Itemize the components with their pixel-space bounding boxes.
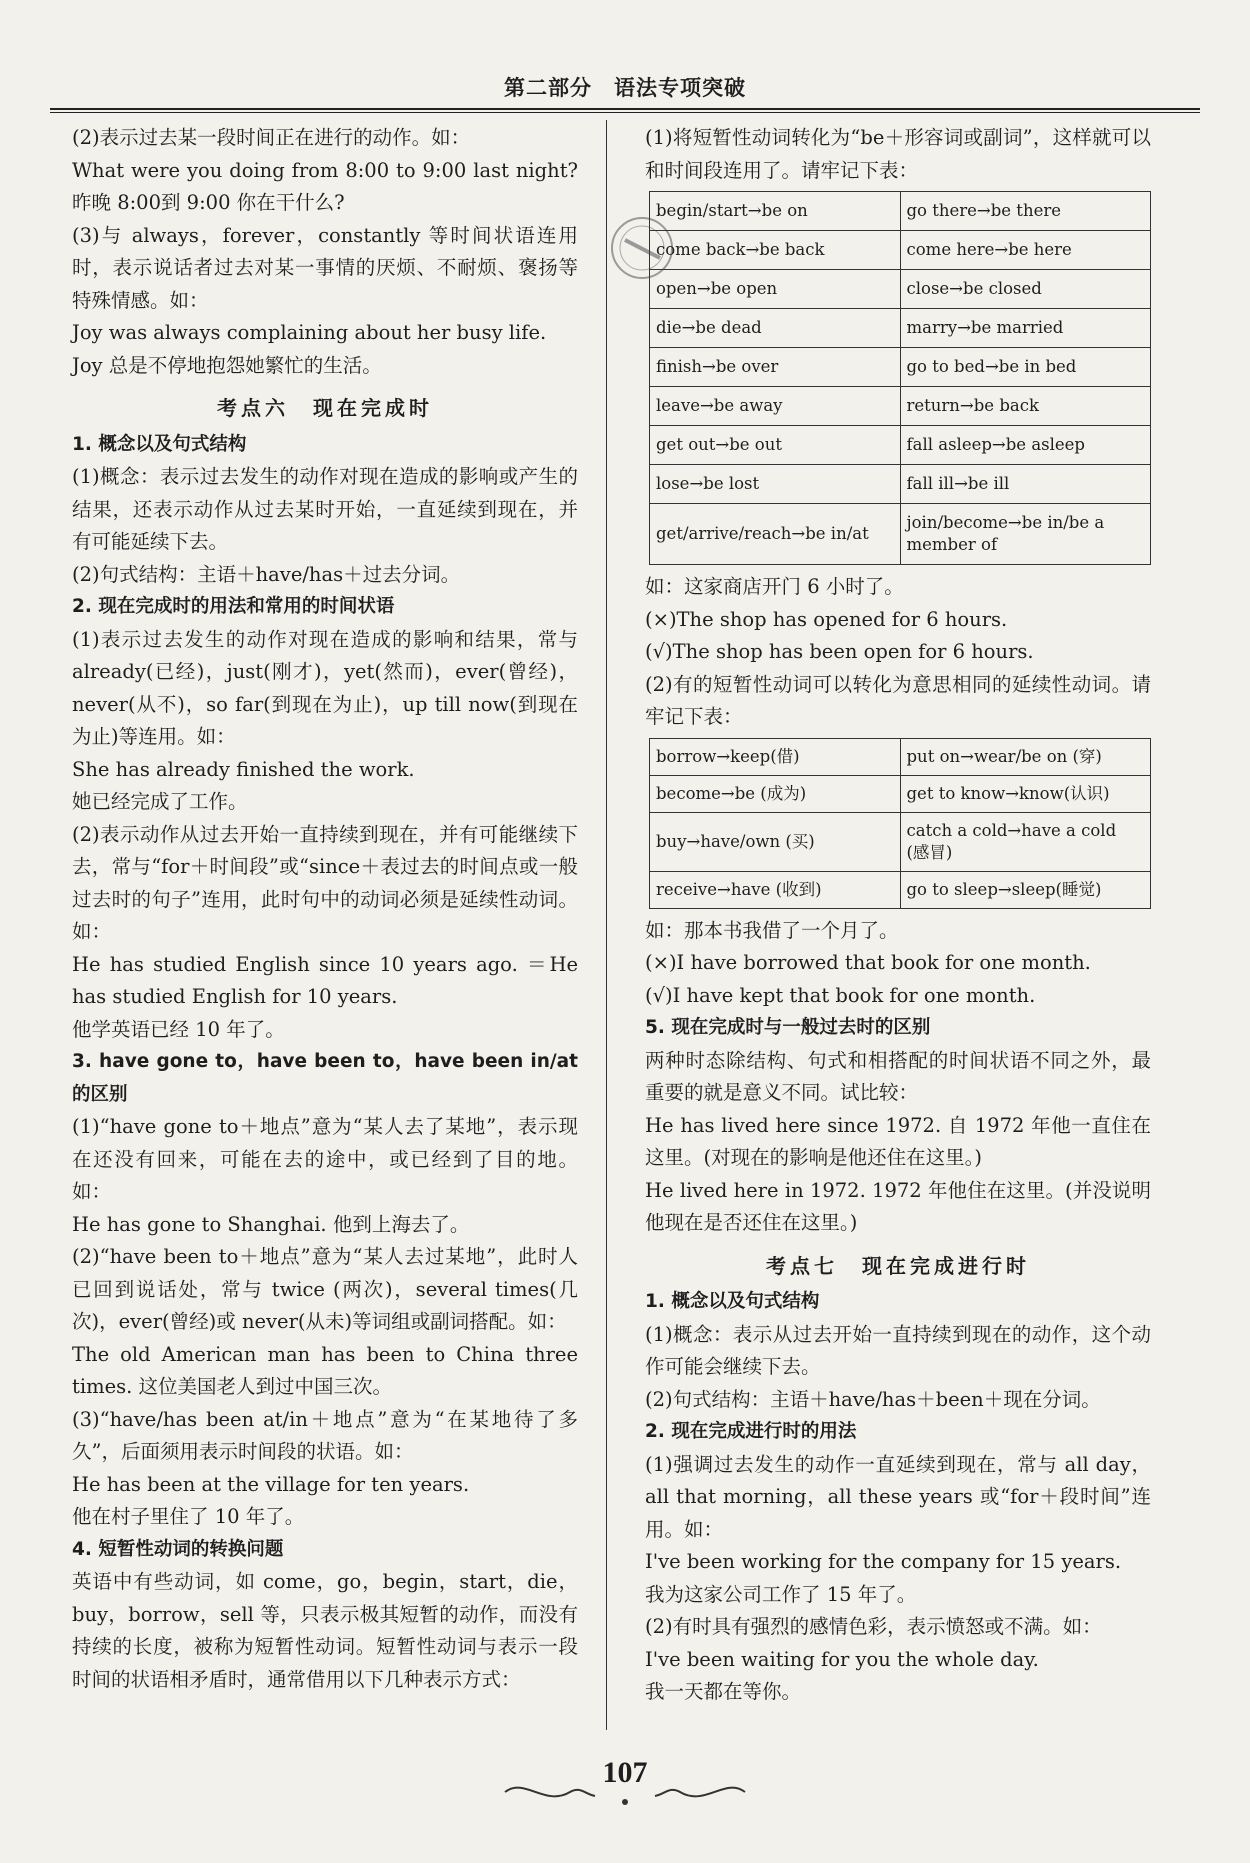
table-cell: lose→be lost [650,465,901,504]
subheading: 1. 概念以及句式结构 [72,433,247,455]
paragraph: (2)句式结构：主语＋have/has＋been＋现在分词。 [645,1387,1101,1411]
subheading: 1. 概念以及句式结构 [645,1291,820,1312]
table-cell: join/become→be in/be a member of [900,504,1151,565]
table-cell: get to know→know(认识) [900,775,1151,812]
subheading: 3. have gone to，have been to，have been in/at 的区别 [72,1051,578,1105]
table-row [650,309,1151,348]
paragraph: (1)概念：表示过去发生的动作对现在造成的影响或产生的结果，还表示动作从过去某时开始，一直延续到现在，并有可能延续下去。 [72,465,578,553]
table-row [650,426,1151,465]
table-cell: leave→be away [650,387,901,426]
table-cell: return→be back [900,387,1151,426]
table-cell: begin/start→be on [650,192,901,231]
subheading: 5. 现在完成时与一般过去时的区别 [645,1017,931,1038]
paragraph: 如：这家商店开门 6 小时了。 [645,575,904,598]
example-sentence: She has already finished the work. [72,757,415,781]
example-sentence: I've been working for the company for 15 years. [645,1550,1122,1573]
example-sentence: He has lived here since 1972. 自 1972 年他一直住在这里。(对现在的影响是他还住在这里。) [645,1113,1151,1169]
table-cell: borrow→keep(借) [650,738,901,775]
section-heading: 考点七 现在完成进行时 [766,1253,1030,1278]
header-title: 第二部分 语法专项突破 [504,75,746,100]
table-row [650,738,1151,775]
table-cell: finish→be over [650,348,901,387]
example-sentence: Joy was always complaining about her busy life. [72,321,547,344]
table-cell: open→be open [650,270,901,309]
table-cell: get/arrive/reach→be in/at [650,504,901,565]
example-sentence: The old American man has been to China three times. 这位美国老人到过中国三次。 [72,1342,578,1398]
translation: 他在村子里住了 10 年了。 [72,1505,305,1528]
table-row [650,387,1151,426]
verb-conversion-table-1 [649,191,1151,565]
right-column [645,122,1151,1709]
paragraph: (2)“have been to＋地点”意为“某人去过某地”，此时人已回到说话处，常与 twice (两次)，several times(几次)，ever(曾经)或 never(从未)等词组或副词搭配。如： [72,1245,578,1333]
table-row [650,192,1151,231]
table-cell: fall ill→be ill [900,465,1151,504]
paragraph: (3)与 always，forever，constantly 等时间状语连用时，表示说话者过去对某一事情的厌烦、不耐烦、褒扬等特殊情感。如： [72,223,578,312]
column-divider [606,120,607,1730]
example-sentence: (×)The shop has opened for 6 hours. [645,607,1008,631]
example-sentence: (√)I have kept that book for one month. [645,983,1036,1007]
table-row [650,871,1151,908]
left-column [72,122,578,1696]
example-sentence: He lived here in 1972. 1972 年他住在这里。(并没说明他现在是否还住在这里。) [645,1178,1151,1234]
example-sentence: (√)The shop has been open for 6 hours. [645,640,1034,663]
paragraph: 如：那本书我借了一个月了。 [645,918,899,942]
table-cell: receive→have (收到) [650,871,901,908]
example-sentence: He has studied English since 10 years ago. ＝He has studied English for 10 years. [72,952,578,1008]
table-cell: go there→be there [900,192,1151,231]
table-row [650,465,1151,504]
table-cell: close→be closed [900,270,1151,309]
page-number: 107 [602,1756,648,1789]
table-row [650,812,1151,871]
paragraph: (3)“have/has been at/in＋地点”意为“在某地待了多久”，后面须用表示时间段的状语。如： [72,1407,578,1463]
paragraph: 英语中有些动词，如 come，go，begin，start，die，buy，borrow，sell 等，只表示极其短暂的动作，而没有持续的长度，被称为短暂性动词。短暂性动词与表示一段时间的状语相矛盾时，通常借用以下几种表示方式： [72,1570,578,1691]
paragraph: (2)有时具有强烈的感情色彩，表示愤怒或不满。如： [645,1615,1102,1638]
example-sentence: He has gone to Shanghai. 他到上海去了。 [72,1212,470,1236]
table-cell: get out→be out [650,426,901,465]
section-heading: 考点六 现在完成时 [217,396,433,420]
verb-conversion-table-2 [649,738,1151,909]
table-cell: go to bed→be in bed [900,348,1151,387]
subheading: 2. 现在完成进行时的用法 [645,1421,857,1442]
example-sentence: He has been at the village for ten years. [72,1472,470,1496]
table-row [650,231,1151,270]
table-cell: buy→have/own (买) [650,812,901,871]
paragraph: (1)表示过去发生的动作对现在造成的影响和结果，常与 already(已经)，just(刚才)，yet(然而)，ever(曾经)，never(从不)，so far(到现在为止)，up till now(到现在为止)等连用。如： [72,627,578,748]
paragraph: 两种时态除结构、句式和相搭配的时间状语不同之外，最重要的就是意义不同。试比较： [645,1048,1151,1104]
table-cell: marry→be married [900,309,1151,348]
ornament-icon [485,1772,765,1812]
paragraph: (2)表示过去某一段时间正在进行的动作。如： [72,126,471,149]
table-row [650,348,1151,387]
table-row [650,504,1151,565]
table-cell: become→be (成为) [650,775,901,812]
paragraph: What were you doing from 8:00 to 9:00 last night? 昨晚 8:00到 9:00 你在干什么? [72,158,578,214]
translation: 我一天都在等你。 [645,1680,802,1703]
example-sentence: I've been waiting for you the whole day. [645,1647,1039,1671]
translation: 她已经完成了工作。 [72,790,248,813]
table-cell: catch a cold→have a cold (感冒) [900,812,1151,871]
header-rule [50,108,1200,113]
translation: 我为这家公司工作了 15 年了。 [645,1582,917,1606]
table-cell: put on→wear/be on (穿) [900,738,1151,775]
paragraph: (1)“have gone to＋地点”意为“某人去了某地”，表示现在还没有回来，可能在去的途中，或已经到了目的地。如： [72,1115,578,1203]
table-cell: die→be dead [650,309,901,348]
example-sentence: (×)I have borrowed that book for one month. [645,951,1091,974]
paragraph: (2)句式结构：主语＋have/has＋过去分词。 [72,562,461,586]
translation: 他学英语已经 10 年了。 [72,1017,285,1041]
table-row [650,270,1151,309]
page-header [50,70,1200,108]
paragraph: (1)将短暂性动词转化为“be＋形容词或副词”，这样就可以和时间段连用了。请牢记下表： [645,126,1151,182]
paragraph: (2)表示动作从过去开始一直持续到现在，并有可能继续下去，常与“for＋时间段”或“since＋表过去的时间点或一般过去时的句子”连用，此时句中的动词必须是延续性动词。如： [72,822,578,943]
table-row [650,775,1151,812]
table-cell: come back→be back [650,231,901,270]
translation: Joy 总是不停地抱怨她繁忙的生活。 [72,353,382,377]
table-cell: fall asleep→be asleep [900,426,1151,465]
table-cell: go to sleep→sleep(睡觉) [900,871,1151,908]
paragraph: (1)概念：表示从过去开始一直持续到现在的动作，这个动作可能会继续下去。 [645,1322,1151,1378]
paragraph: (1)强调过去发生的动作一直延续到现在，常与 all day，all that morning，all these years 或“for＋段时间”连用。如： [645,1452,1151,1541]
paragraph: (2)有的短暂性动词可以转化为意思相同的延续性动词。请牢记下表： [645,672,1151,728]
table-cell: come here→be here [900,231,1151,270]
subheading: 2. 现在完成时的用法和常用的时间状语 [72,596,395,617]
subheading: 4. 短暂性动词的转换问题 [72,1538,284,1560]
